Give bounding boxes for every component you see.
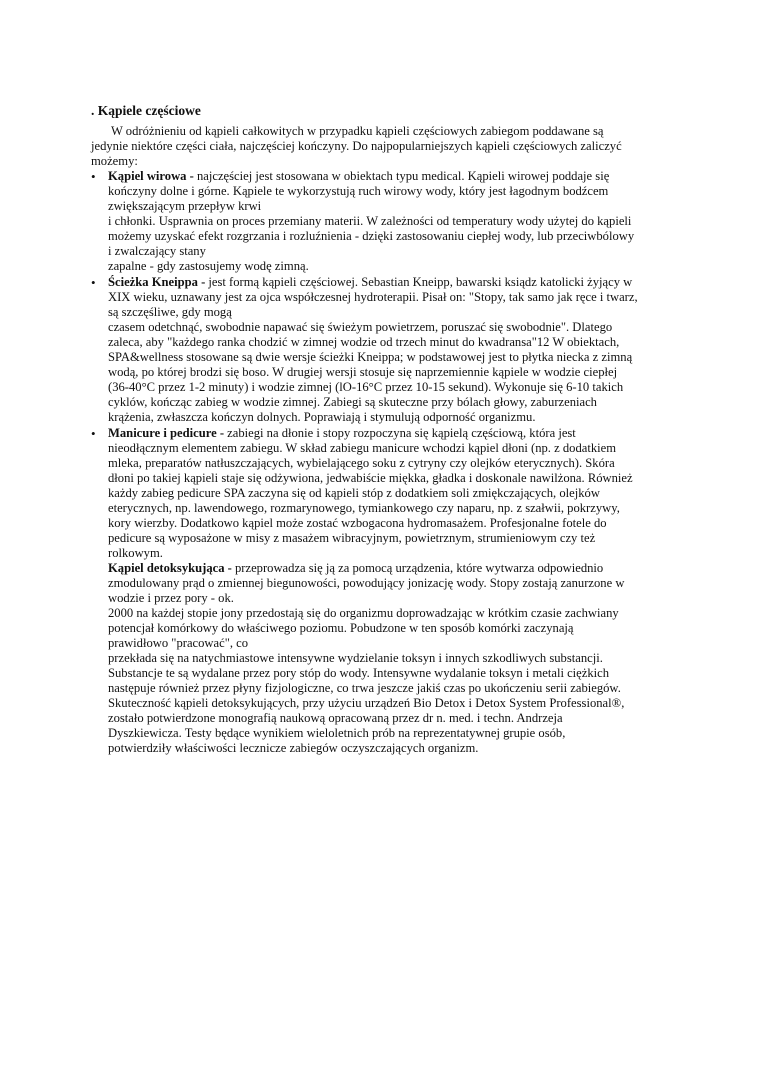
paragraph-line: dłoni po takiej kąpieli staje się odżywiona, jedwabiście miękka, gładka i doskonale nawilżona. Również (108, 471, 633, 485)
paragraph-line: są szczęśliwe, gdy mogą (108, 305, 232, 319)
paragraph-line: i zwalczający stany (108, 244, 206, 258)
intro-line: jedynie niektóre części ciała, najczęściej kończyny. Do najpopularniejszych kąpieli częściowych zaliczyć (91, 139, 622, 153)
paragraph-line: mleka, preparatów natłuszczających, wybielającego soku z cytryny czy olejków eterycznych). Skóra (108, 456, 615, 470)
paragraph-line: pedicure są wyposażone w misy z masażem wibracyjnym, powietrznym, strumieniowym czy też (108, 531, 596, 545)
paragraph-line: eterycznych, np. lawendowego, rozmarynowego, tymiankowego czy naparu, np. z szałwii, pokrzywy, (108, 501, 620, 515)
paragraph-line: kory wierzby. Dodatkowo kąpiel może zostać wzbogacona hydromasażem. Profesjonalne fotele do (108, 516, 607, 530)
paragraph-line: potencjał komórkowy do właściwego poziomu. Pobudzone w ten sposób komórki zaczynają (108, 621, 574, 635)
paragraph-line: czasem odetchnąć, swobodnie napawać się świeżym powietrzem, poruszać się swobodnie". Dlatego (108, 320, 613, 334)
intro-line: możemy: (91, 154, 138, 168)
term-label: Kąpiel detoksykująca - (108, 561, 232, 575)
paragraph-line: Kąpiel wirowa - najczęściej jest stosowana w obiektach typu medical. Kąpieli wirowej poddaje się (108, 169, 610, 183)
paragraph-line: zostało potwierdzone monografią naukową opracowaną przez dr n. med. i techn. Andrzeja (108, 711, 563, 725)
paragraph-line: kończyny dolne i górne. Kąpiele te wykorzystują ruch wirowy wody, który jest łagodnym bodźcem (108, 184, 609, 198)
paragraph-line: Ścieżka Kneippa - jest formą kąpieli częściowej. Sebastian Kneipp, bawarski ksiądz katolicki żyjący w (108, 275, 633, 289)
paragraph-line: SPA&wellness stosowane są dwie wersje ścieżki Kneippa; w podstawowej jest to płytka niecka z zimną (108, 350, 633, 364)
bullet-icon: • (91, 275, 96, 290)
paragraph-line: zaleca, aby "każdego ranka chodzić w zimnej wodzie od trzech minut do kwadransa"12 W obiektach, (108, 335, 620, 349)
paragraph-line: Substancje te są wydalane przez pory stóp do wody. Intensywne wydalanie toksyn i metali ciężkich (108, 666, 610, 680)
paragraph-line: następuje również przez płyny fizjologiczne, co trwa jeszcze jakiś czas po ukończeniu serii zabiegów. (108, 681, 621, 695)
term-label: Manicure i pedicure - (108, 426, 225, 440)
section-heading: . Kąpiele częściowe (91, 103, 201, 118)
paragraph-line: wodą, po której brodzi się boso. W drugiej wersji stosuje się naprzemiennie kąpiele w wodzie ciepłej (108, 365, 618, 379)
paragraph-line: wodzie i przez pory - ok. (108, 591, 234, 605)
paragraph-line: każdy zabieg pedicure SPA zaczyna się od kąpieli stóp z dodatkiem soli zmiękczających, olejków (108, 486, 600, 500)
paragraph-line: krążenia, zwłaszcza kończyn dolnych. Poprawiają i stymulują odporność organizmu. (108, 410, 536, 424)
paragraph-line: zmodulowany prąd o zmiennej biegunowości, powodujący jonizację wody. Stopy zostają zanurzone w (108, 576, 625, 590)
paragraph-line: rolkowym. (108, 546, 163, 560)
paragraph-line: cyklów, kończąc zabieg w wodzie zimnej. Zabiegi są skuteczne przy bólach głowy, zaburzeniach (108, 395, 597, 409)
paragraph-line: zwiększającym przepływ krwi (108, 199, 262, 213)
paragraph-line: możemy uzyskać efekt rozgrzania i rozluźnienia - dzięki zastosowaniu ciepłej wody, lub przeciwbólowy (108, 229, 635, 243)
paragraph-line: i chłonki. Usprawnia on proces przemiany materii. W zależności od temperatury wody użytej do kąpieli (108, 214, 632, 228)
term-label: Kąpiel wirowa - (108, 169, 194, 183)
paragraph-line: Skuteczność kąpieli detoksykujących, przy użyciu urządzeń Bio Detox i Detox System Professional®, (108, 696, 625, 710)
paragraph-line: XIX wieku, uznawany jest za ojca współczesnej hydroterapii. Pisał on: "Stopy, tak samo jak ręce i twarz, (108, 290, 638, 304)
intro-line: W odróżnieniu od kąpieli całkowitych w przypadku kąpieli częściowych zabiegom poddawane są (111, 124, 604, 138)
paragraph-line: Manicure i pedicure - zabiegi na dłonie i stopy rozpoczyna się kąpielą częściową, która jest (108, 426, 576, 440)
paragraph-line: (36-40°C przez 1-2 minuty) i wodzie zimnej (lO-16°C przez 10-15 sekund). Wykonuje się 6-10 takich (108, 380, 624, 394)
paragraph-line: przekłada się na natychmiastowe intensywne wydzielanie toksyn i innych szkodliwych substancji. (108, 651, 603, 665)
bullet-icon: • (91, 169, 96, 184)
paragraph-line: potwierdziły właściwości lecznicze zabiegów oczyszczających organizm. (108, 741, 479, 755)
paragraph-line: nieodłącznym elementem zabiegu. W skład zabiegu manicure wchodzi kąpiel dłoni (np. z dodatkiem (108, 441, 617, 455)
bullet-icon: • (91, 426, 96, 441)
paragraph-line: 2000 na każdej stopie jony przedostają się do organizmu doprowadzając w krótkim czasie zachwiany (108, 606, 619, 620)
paragraph-line: zapalne - gdy zastosujemy wodę zimną. (108, 259, 309, 273)
term-label: Ścieżka Kneippa - (108, 275, 206, 289)
paragraph-line: prawidłowo "pracować", co (108, 636, 249, 650)
paragraph-line: Dyszkiewicza. Testy będące wynikiem wieloletnich prób na reprezentatywnej grupie osób, (108, 726, 566, 740)
paragraph-line: Kąpiel detoksykująca - przeprowadza się ją za pomocą urządzenia, które wytwarza odpowiednio (108, 561, 604, 575)
